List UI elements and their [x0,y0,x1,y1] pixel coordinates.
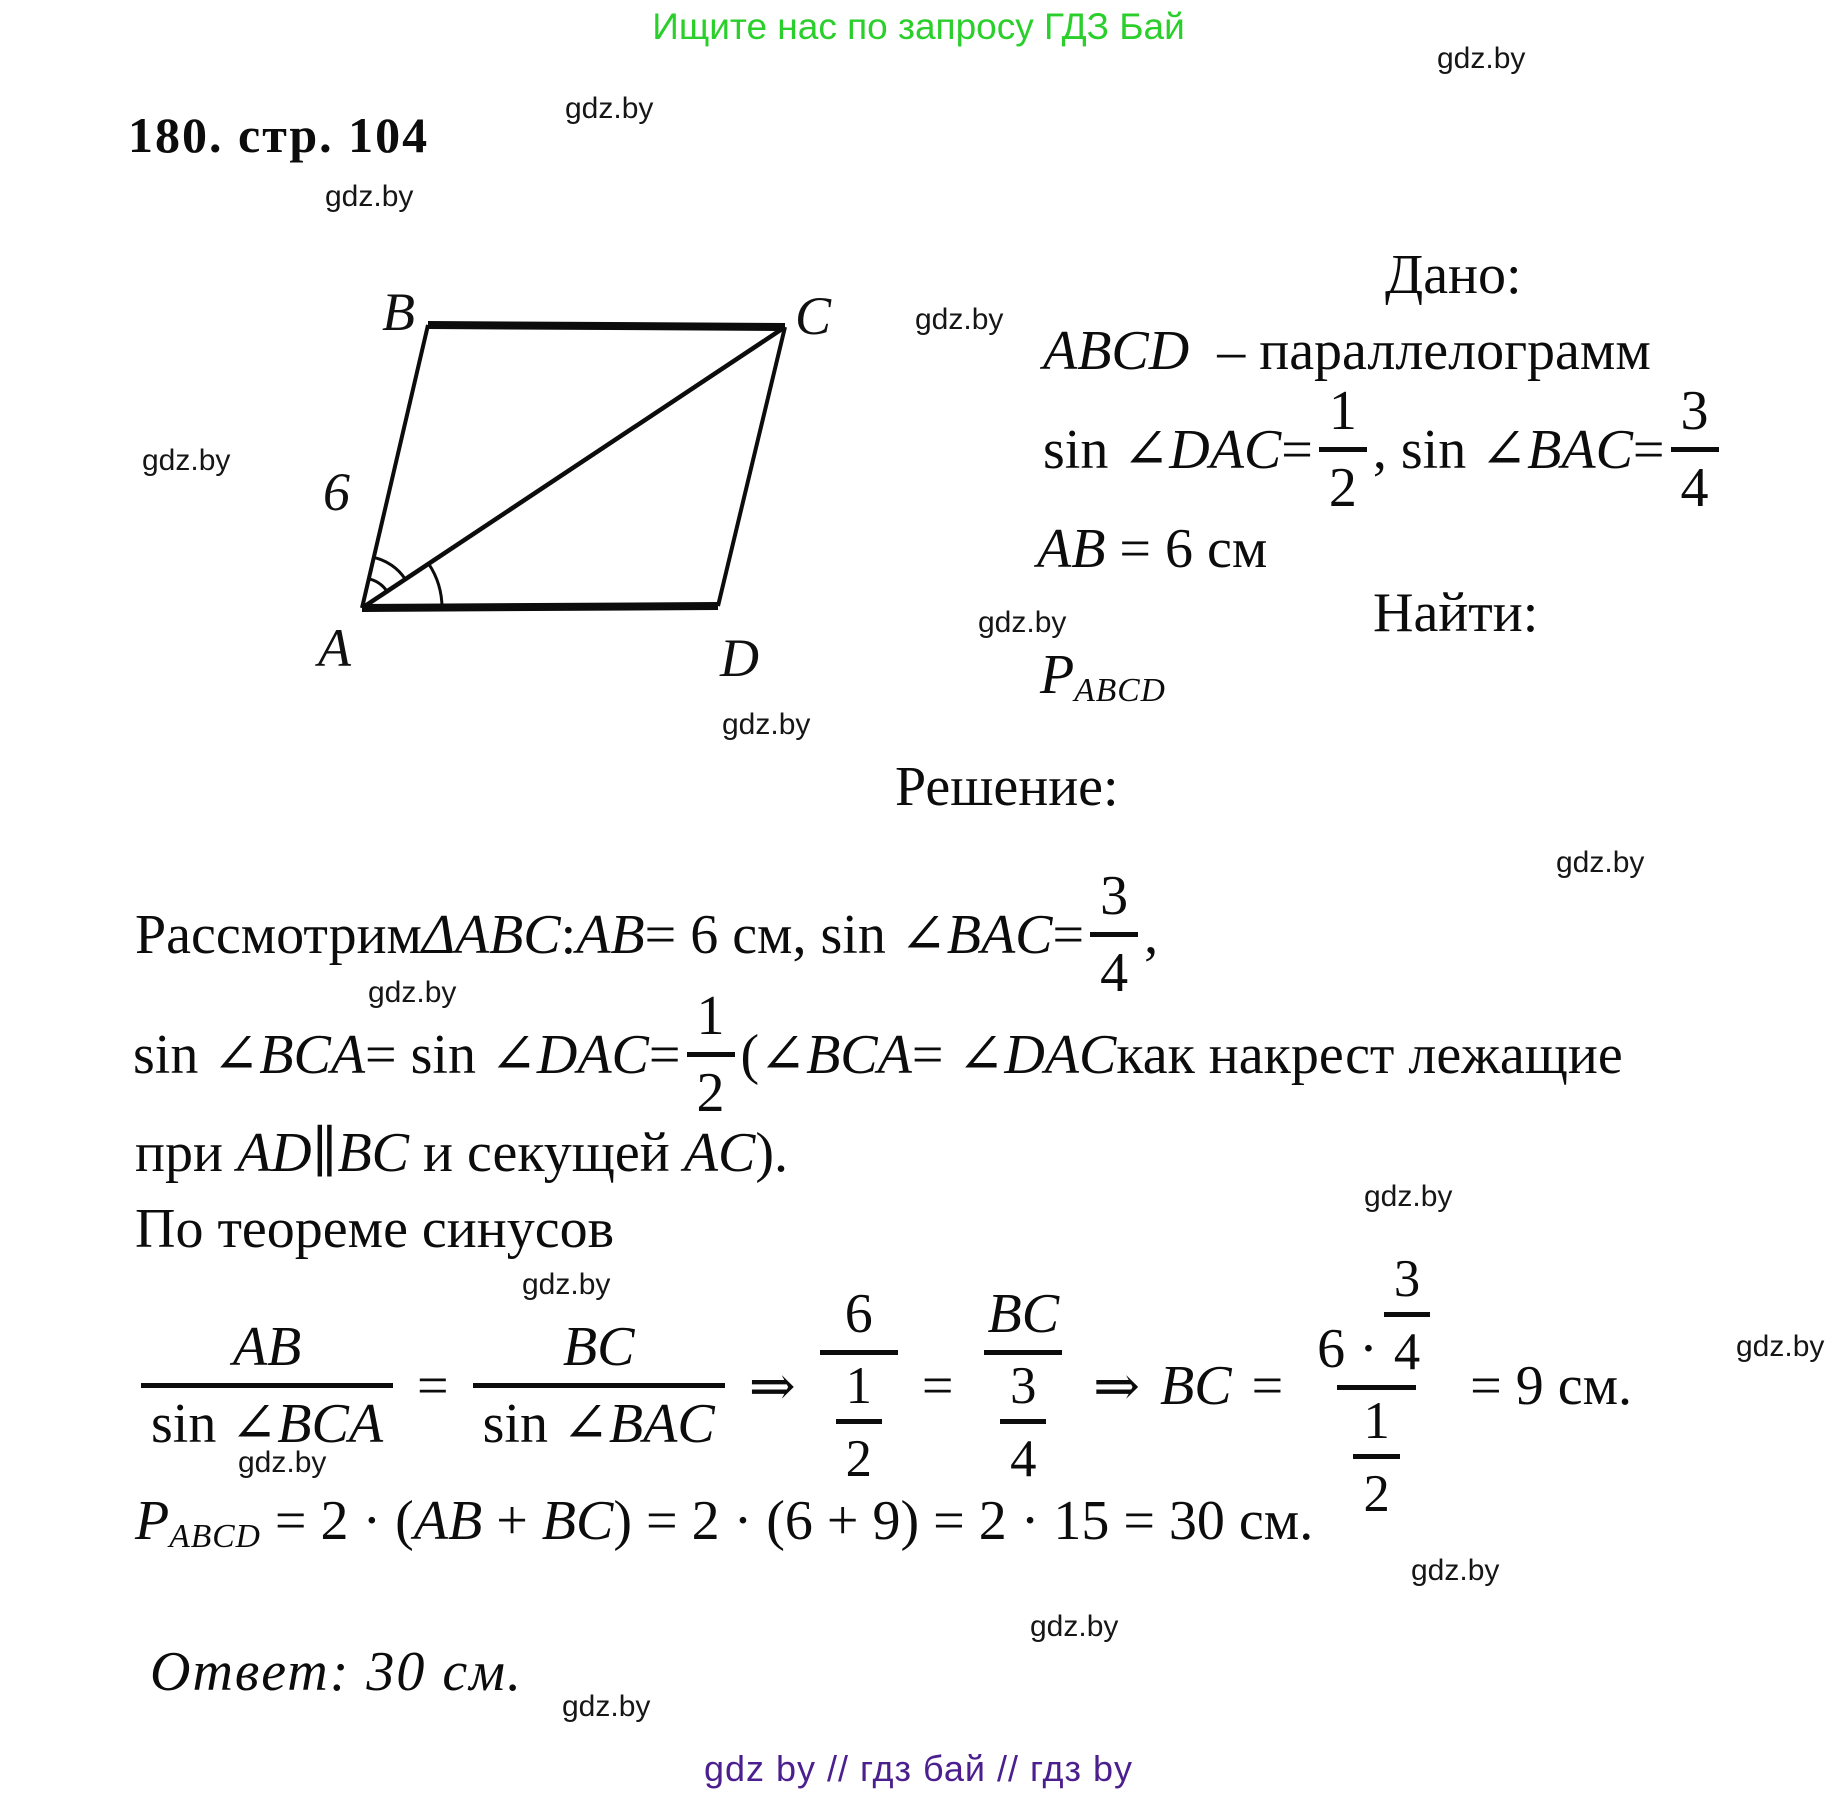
sin1-eq: = [1281,418,1313,481]
angle-bac: BAC [608,1392,715,1455]
fraction-denominator: 4 [1000,1419,1046,1484]
page-title: 180. стр. 104 [128,107,430,163]
given-shape-desc: – параллелограмм [1217,320,1651,382]
fraction-denominator [473,1383,725,1455]
text: sin ∠ [133,1023,260,1086]
sin1-label: sin ∠ [1043,418,1170,481]
fraction-1-2 [687,985,735,1124]
var-bc: BC [541,1490,614,1552]
fraction-bc-over-three-quarters [978,1283,1070,1488]
fraction-numerator: BC [562,1316,635,1379]
fraction-3-4 [1000,1356,1046,1488]
vertex-label-c: C [795,286,832,346]
gdz-watermark: gdz.by [722,708,811,741]
text: как накрест лежащие [1116,1023,1623,1086]
angle-arc-cad [429,564,442,608]
var-ad: AD [236,1122,312,1184]
solution-line-3 [135,1124,788,1183]
sin2-angle: BAC [1527,418,1633,481]
triangle-abc: ΔABC [421,903,561,966]
text: (∠ [740,1023,807,1086]
var-ab: AB [413,1490,483,1552]
fraction-numerator: 3 [1680,380,1709,443]
angle-dac: DAC [1004,1023,1117,1086]
solution-line-2 [133,985,1623,1124]
angle-bca: BCA [806,1023,912,1086]
fraction-ab-over-sin-bca [141,1316,393,1455]
fraction-1-2 [836,1356,882,1488]
side-ab [362,325,428,608]
fraction-6-over-half [820,1283,898,1488]
answer-label: Ответ: [150,1641,351,1703]
given-ab-var: AB [1037,518,1106,580]
var-ac: AC [683,1122,756,1184]
fraction-numerator: 3 [1393,1249,1421,1308]
given-shape-name: ABCD [1043,320,1190,382]
text: 6 · [1317,1318,1378,1381]
fraction-denominator [1337,1385,1415,1523]
fraction-denominator: 2 [1319,447,1367,515]
solution-heading: Решение: [895,756,1119,818]
angle-dac: DAC [536,1023,649,1086]
equals-sign: = [1251,1355,1284,1417]
fraction-numerator: 3 [1100,865,1129,928]
text: и секущей [409,1122,684,1184]
gdz-watermark: gdz.by [915,303,1004,336]
fraction-denominator [141,1383,393,1455]
vertex-label-b: B [382,282,415,342]
sin2-eq: = [1632,418,1665,481]
gdz-watermark: gdz.by [1411,1554,1500,1587]
fraction-denominator: 2 [687,1052,735,1120]
fraction-3-4 [1090,865,1138,1004]
fraction-3-4 [1671,380,1719,519]
gdz-watermark: gdz.by [325,180,414,213]
fraction-denominator [820,1350,898,1488]
fraction-denominator: 4 [1090,932,1138,1000]
perimeter-subscript: ABCD [1074,672,1166,710]
var-ab: AB [576,903,645,966]
fraction-numerator: 6 [844,1283,873,1346]
text: при [135,1122,237,1184]
parallelogram-diagram [130,270,890,690]
fraction-3-4 [1384,1249,1430,1381]
side-cd [718,327,785,606]
promo-banner: Ищите нас по запросу ГДЗ Бай [652,6,1185,47]
fraction-1-2 [1319,380,1367,519]
given-ab-value: = 6 см [1105,518,1268,580]
fraction-numerator: 1 [845,1356,872,1415]
gdz-watermark: gdz.by [1364,1180,1453,1213]
gdz-watermark: gdz.by [142,444,231,477]
equals-sign: = [417,1355,449,1417]
find-expression [1040,644,1166,710]
gdz-watermark: gdz.by [368,976,457,1009]
fraction-numerator: AB [232,1316,302,1379]
fraction-bc-over-sin-bac [473,1316,725,1455]
angle-arc-bac-outer [374,557,406,579]
equals-sign: = [921,1355,954,1417]
find-heading: Найти: [1373,582,1539,644]
text: sin ∠ [482,1392,609,1455]
angle-bca: BCA [277,1392,384,1455]
fraction-six-times-three-quarters-over-half [1307,1249,1446,1523]
text: = [1052,903,1085,966]
gdz-watermark: gdz.by [238,1446,327,1479]
diagonal-ac [362,327,785,608]
plus-sign: + [482,1490,542,1552]
parallel-sign: ∥ [311,1122,338,1184]
var-bc: BC [337,1122,410,1184]
vertex-label-d: D [720,628,759,688]
fraction-denominator [984,1350,1062,1488]
fraction-denominator: 2 [1353,1454,1399,1519]
gdz-watermark: gdz.by [565,92,654,125]
gdz-watermark: gdz.by [1556,846,1645,879]
side-length-label: 6 [323,462,350,522]
solution-line-4: По теореме синусов [135,1198,615,1260]
fraction-1-2 [1353,1391,1399,1523]
perimeter-result: ) = 2 · (6 + 9) = 2 · 15 = 30 см. [613,1490,1314,1552]
gdz-watermark: gdz.by [562,1690,651,1723]
implies-arrow: ⇒ [748,1355,796,1418]
fraction-numerator [1307,1249,1446,1385]
answer-line [150,1640,523,1704]
text: = 2 · ( [260,1490,414,1552]
text: ). [755,1122,788,1184]
text: = 6 см, sin ∠ [644,903,947,966]
gdz-watermark: gdz.by [1437,42,1526,75]
text: sin ∠ [151,1392,278,1455]
fraction-numerator: 1 [1328,380,1357,443]
fraction-numerator: 3 [1010,1356,1037,1415]
perimeter-symbol: P [1040,644,1075,706]
angle-arc-bac-inner [369,579,387,592]
perimeter-symbol: P [135,1490,170,1552]
side-bc [428,325,785,327]
fraction-denominator: 4 [1384,1312,1430,1377]
fraction-denominator: 4 [1671,447,1719,515]
fraction-denominator: 2 [836,1419,882,1484]
angle-bca: BCA [259,1023,366,1086]
sin2-label: , sin ∠ [1372,418,1528,481]
gdz-watermark: gdz.by [522,1268,611,1301]
given-shape-line [1043,322,1651,381]
site-footer: gdz by // гдз бай // гдз by [703,1748,1134,1789]
fraction-numerator: BC [987,1283,1060,1346]
fraction-numerator: 1 [1363,1391,1390,1450]
gdz-watermark: gdz.by [1030,1610,1119,1643]
comma: , [1144,903,1159,966]
gdz-watermark: gdz.by [978,606,1067,639]
perimeter-subscript: ABCD [169,1518,261,1556]
angle-bac: BAC [946,903,1053,966]
given-ab-line [1037,520,1267,579]
text: Рассмотрим [135,903,422,966]
vertex-label-a: A [318,618,351,678]
text: = ∠ [911,1023,1005,1086]
result-bc-value: = 9 см. [1470,1355,1632,1417]
sin1-angle: DAC [1169,418,1282,481]
solution-line-1 [135,865,1159,1004]
given-sin-line [1043,382,1725,518]
text: = sin ∠ [365,1023,537,1086]
text: = [648,1023,681,1086]
text: : [560,903,577,966]
answer-value: 30 см. [350,1641,523,1703]
var-bc: BC [1160,1355,1232,1417]
perimeter-line [135,1490,1314,1556]
side-ad [362,606,718,608]
implies-arrow: ⇒ [1093,1355,1140,1418]
given-heading: Дано: [1385,244,1522,306]
gdz-watermark: gdz.by [1736,1330,1825,1363]
fraction-numerator: 1 [696,985,725,1048]
